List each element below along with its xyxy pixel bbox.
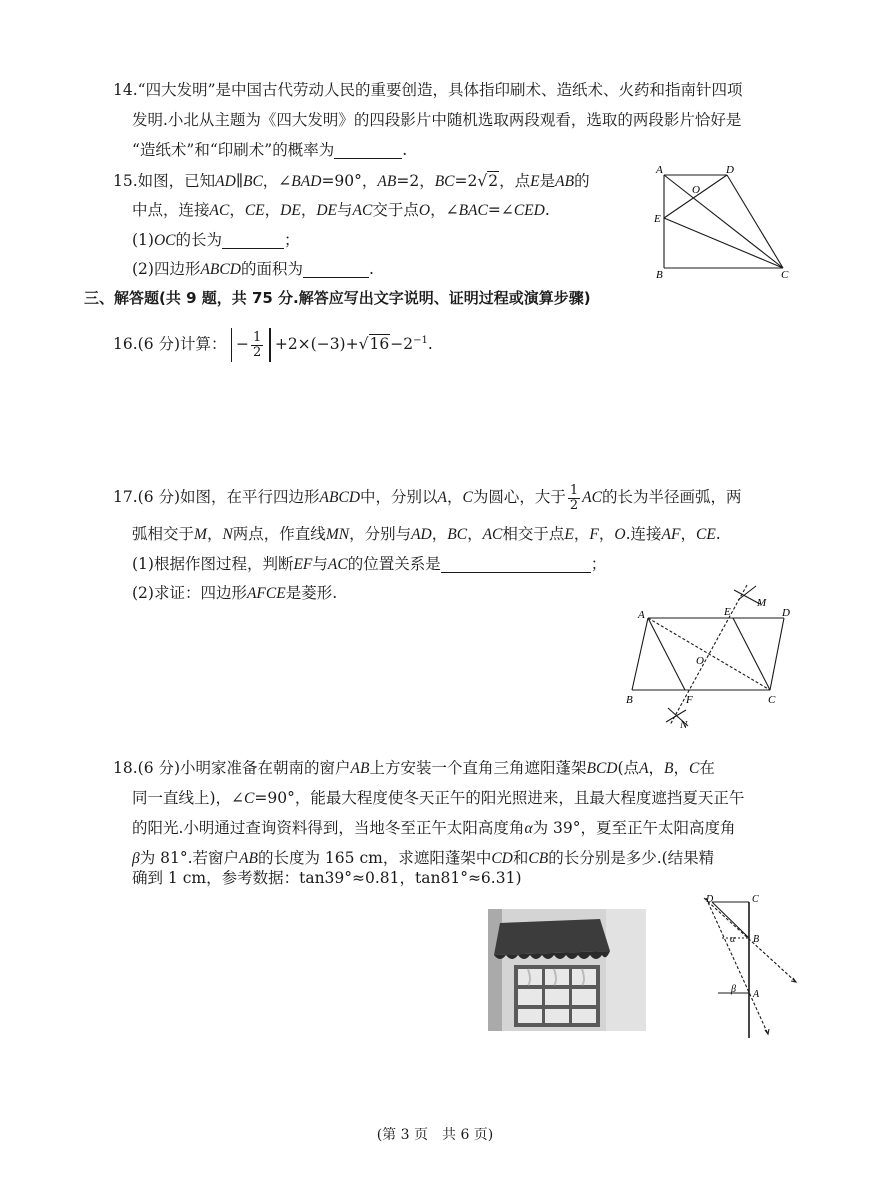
q17-part1: (1)根据作图过程，判断EF与AC的位置关系是 ； — [132, 555, 607, 573]
q15-part1: (1)OC的长为 ； — [132, 231, 300, 249]
fraction-half: $\frac{1}{2}$ — [253, 329, 262, 360]
label-d: D — [782, 607, 790, 619]
label-o: O — [692, 184, 700, 196]
section-3-heading: 三、解答题(共 9 题，共 75 分.解答应写出文字说明、证明过程或演算步骤) — [84, 289, 591, 307]
label-o: O — [696, 655, 704, 667]
q15-part1-blank[interactable] — [222, 230, 284, 249]
q14-line1: 14.“四大发明”是中国古代劳动人民的重要创造，具体指印刷术、造纸术、火药和指南针四项 — [113, 81, 743, 99]
q16-line: 16.(6 分)计算： − $\frac{1}{2}$ $+2\times(-3)+√16-2^{-1}$. — [113, 324, 433, 362]
q14-line2: 发明.小北从主题为《四大发明》的四段影片中随机选取两段观看，选取的两段影片恰好是 — [132, 111, 742, 129]
label-c: C — [752, 894, 759, 905]
ray-winter — [704, 898, 796, 982]
label-b: B — [753, 934, 760, 945]
label-beta: β — [731, 984, 736, 995]
label-b: B — [656, 269, 663, 281]
q15-line1: 15.如图，已知AD∥BC，∠BAD=90°，AB=2，BC=2√2，点E是AB的 — [113, 172, 590, 190]
label-d: D — [726, 164, 734, 176]
label-d: D — [706, 894, 714, 905]
label-m: M — [757, 597, 767, 609]
fraction-half-q17: $\frac{1}{2}$ — [569, 482, 579, 513]
q17-line1: 17.(6 分)如图，在平行四边形ABCD中，分别以A，C为圆心，大于 $\frac{1}{2}$ AC的长为半径画弧，两 — [113, 482, 742, 513]
q17-figure — [622, 580, 802, 730]
abs-bar-right — [269, 328, 271, 362]
label-e: E — [654, 213, 661, 225]
seg-db — [712, 902, 749, 938]
q18-line3: 的阳光.小明通过查询资料得到，当地冬至正午太阳高度角α为 39°，夏至正午太阳高度角 — [132, 819, 736, 837]
q15-part2: (2)四边形ABCD的面积为 . — [132, 260, 374, 278]
label-b: B — [626, 694, 633, 706]
q18-line2: 同一直线上)，∠C=90°，能最大程度使冬天正午的阳光照进来，且最大程度遮挡夏天正午 — [132, 789, 745, 807]
q15-part2-blank[interactable] — [303, 259, 369, 278]
awning-photo-illustration — [488, 909, 646, 1031]
seg-ec — [664, 218, 783, 268]
q17-part2: (2)求证：四边形AFCE是菱形. — [132, 584, 338, 602]
ray-summer — [706, 898, 768, 1034]
label-alpha: α — [730, 934, 736, 945]
seg-ac — [664, 175, 783, 268]
label-c: C — [768, 694, 776, 706]
label-f: F — [686, 694, 693, 706]
q18-figure — [700, 890, 810, 1040]
label-a: A — [753, 989, 760, 1000]
label-n: N — [680, 719, 688, 730]
seg-dc — [770, 618, 784, 690]
seg-dc — [727, 175, 783, 268]
q14-answer-blank[interactable] — [334, 140, 402, 159]
awning-photo — [488, 909, 646, 1031]
seg-ed — [664, 175, 727, 218]
q15-line2: 中点，连接AC，CE，DE，DE与AC交于点O，∠BAC=∠CED. — [132, 201, 550, 219]
q17-part1-blank[interactable] — [441, 554, 591, 573]
page-footer: (第 3 页 共 6 页) — [376, 1127, 494, 1143]
label-a: A — [656, 164, 663, 176]
seg-ab — [632, 618, 648, 690]
label-e: E — [724, 606, 731, 618]
q18-line5: 确到 1 cm，参考数据：tan39°≈0.81，tan81°≈6.31) — [132, 869, 522, 887]
abs-bar-left — [231, 328, 233, 362]
line-mn — [670, 585, 747, 725]
q17-line2: 弧相交于M，N两点，作直线MN，分别与AD，BC，AC相交于点E，F，O.连接AF，CE. — [132, 525, 721, 543]
q18-line1: 18.(6 分)小明家准备在朝南的窗户AB上方安装一个直角三角遮阳蓬架BCD(点A，B，C在 — [113, 759, 715, 777]
label-c: C — [781, 269, 789, 281]
q15-figure — [650, 160, 800, 282]
q18-line4: β为 81°.若窗户AB的长度为 165 cm，求遮阳蓬架中CD和CB的长分别是多少.(结果精 — [132, 849, 715, 867]
q14-line3: “造纸术”和“印刷术”的概率为 . — [132, 141, 408, 159]
label-a: A — [638, 609, 645, 621]
